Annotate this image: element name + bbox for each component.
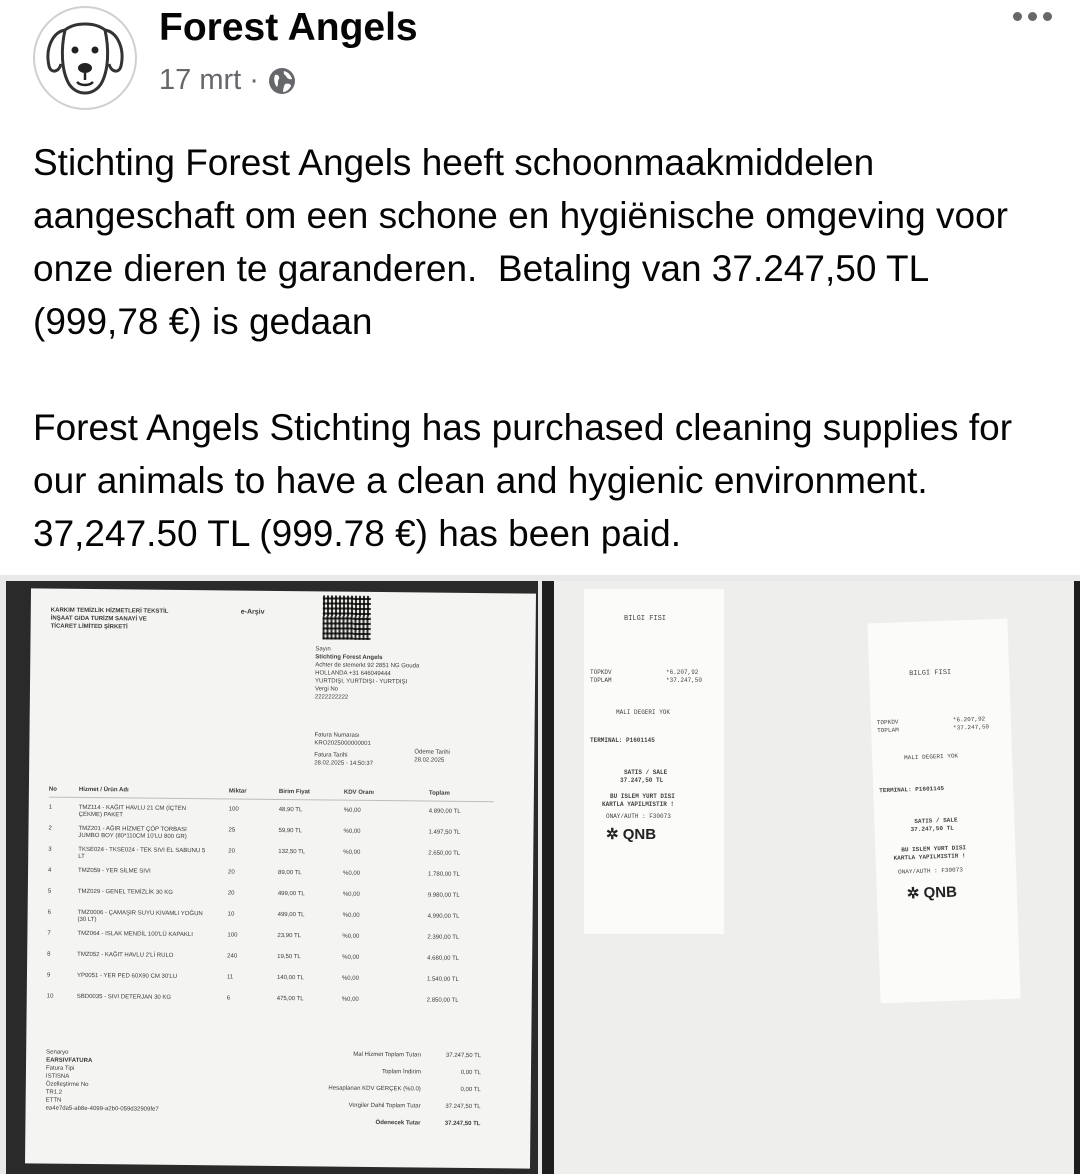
table-cell-vat: %0,00 xyxy=(342,912,360,919)
receipt-title: BILGI FISI xyxy=(909,668,952,679)
receipt-abroad-2: KARTLA YAPILMISTIR ! xyxy=(893,852,966,862)
invoice-due-block: Ödeme Tarihi 28.02.2025 xyxy=(414,749,450,764)
table-column-header: Birim Fiyat xyxy=(278,788,310,796)
table-cell-no: 9 xyxy=(46,972,51,979)
receipt-toplam-value: *37.247,50 xyxy=(666,677,703,684)
total-value: 0,00 TL xyxy=(460,1086,481,1094)
post-date[interactable]: 17 mrt xyxy=(159,64,242,96)
table-cell-no: 6 xyxy=(47,909,52,916)
table-cell-total: 2.850,00 TL xyxy=(426,997,459,1004)
table-cell-qty: 20 xyxy=(228,848,235,855)
invoice-buyer: Sayın Stichting Forest Angels Achter de stemerkt 92 2851 NG Gouda HOLLANDA +31 646049444 YURTDIŞI, YURTDIŞI - YURTDIŞI Vergi No 2222222222 xyxy=(314,646,420,701)
total-value: 37.247,50 TL xyxy=(444,1120,481,1128)
table-cell-name: TMZ029 - GENEL TEMİZLİK 30 KG xyxy=(77,888,173,896)
table-column-header: KDV Oranı xyxy=(343,789,374,796)
invoice-seller: KARKIM TEMİZLİK HİZMETLERİ TEKSTİL İNŞAAT GIDA TURİZM SANAYİ VE TİCARET LİMİTED ŞİRKETİ xyxy=(50,607,169,631)
photo-grid xyxy=(0,575,1080,1174)
dog-avatar-icon xyxy=(35,8,135,108)
total-label: Hesaplanan KDV GERÇEK (%0.0) xyxy=(328,1085,421,1093)
table-cell-name: TMZ114 - KAĞIT HAVLU 21 CM (İÇTEN ÇEKME) PAKET xyxy=(78,804,187,819)
receipt-topkdv-value: *6.207,92 xyxy=(666,669,699,676)
table-cell-qty: 100 xyxy=(227,932,238,939)
table-cell-vat: %0,00 xyxy=(342,933,360,940)
total-value: 0,00 TL xyxy=(460,1069,482,1077)
table-column-header: Miktar xyxy=(228,788,247,795)
receipt-amount: 37.247,50 TL xyxy=(620,777,664,784)
table-cell-qty: 20 xyxy=(228,869,235,876)
table-cell-name: TMZ059 - YER SİLME SIVI xyxy=(78,867,151,875)
meta-separator: · xyxy=(249,64,259,96)
table-cell-name: TMZ064 - ISLAK MENDİL 100'LÜ KAPAKLI xyxy=(77,930,193,939)
table-cell-qty: 11 xyxy=(226,974,234,981)
qnb-logo: ✲ QNB xyxy=(906,883,958,903)
table-cell-vat: %0,00 xyxy=(342,954,360,961)
receipt-title: BILGI FISI xyxy=(624,615,667,623)
invoice-number-block: Fatura Numarası KRO2025000000001 Fatura Tarihi 28.02.2025 - 14:50:37 xyxy=(314,732,373,767)
table-cell-total: 9.980,00 TL xyxy=(427,892,460,899)
post-text xyxy=(33,136,1063,560)
table-cell-total: 1.780,00 TL xyxy=(428,871,461,878)
table-cell-price: 19,50 TL xyxy=(277,953,301,961)
receipt-terminal: TERMINAL: P1601145 xyxy=(879,784,945,795)
total-label: Mal Hizmet Toplam Tutarı xyxy=(353,1051,422,1059)
receipt-terminal: TERMINAL: P1601145 xyxy=(590,737,655,744)
table-cell-name: SBD0035 - SIVI DETERJAN 30 KG xyxy=(76,993,172,1001)
pos-receipt-left xyxy=(584,589,724,934)
table-cell-name: YP0051 - YER PED 60X90 CM 30'LU xyxy=(76,972,178,980)
table-cell-no: 4 xyxy=(48,867,52,874)
receipt-topkdv-label: TOPKDV xyxy=(590,669,612,676)
receipt-toplam-label: TOPLAM xyxy=(590,677,612,684)
table-cell-name: TKSE024 - TKSE024 - TEK SIVI EL SABUNU 5 LT xyxy=(78,846,206,860)
receipt-amount: 37.247,50 TL xyxy=(910,824,954,834)
table-cell-no: 2 xyxy=(48,825,52,832)
more-options-icon[interactable] xyxy=(1013,12,1052,21)
table-cell-name: TMZ201 - AĞIR HİZMET ÇÖP TORBASI JUMBO BOY (80*110CM 10'LU 800 GR) xyxy=(78,825,187,841)
table-cell-no: 7 xyxy=(47,930,51,937)
receipt-topkdv-label: TOPKDV xyxy=(876,718,899,727)
table-cell-vat: %0,00 xyxy=(343,870,361,877)
total-label: Ödenecek Tutar xyxy=(375,1120,421,1127)
table-cell-qty: 240 xyxy=(227,953,238,960)
table-cell-vat: %0,00 xyxy=(343,807,361,814)
invoice-doc-type: e-Arşiv xyxy=(240,608,265,616)
post-header xyxy=(0,0,1080,115)
table-cell-name: TMZ0006 - ÇAMAŞIR SUYU KIVAMLI YOĞUN (30 LT) xyxy=(77,909,203,924)
total-label: Toplam İndirim xyxy=(381,1069,422,1076)
receipt-toplam-label: TOPLAM xyxy=(877,726,899,735)
invoice-footer-info: Senaryo EARSIVFATURA Fatura Tipi ISTISNA Özelleştirme No TR1.2 ETTN ea4e7da5-ab8e-4099-a2b0-059d32909fe7 xyxy=(45,1049,159,1113)
receipt-abroad-2: KARTLA YAPILMISTIR ! xyxy=(602,801,675,808)
post-text-dutch: Stichting Forest Angels heeft schoonmaakmiddelen aangeschaft om een schone en hygiënische omgeving voor onze dieren te garanderen. Betaling van 37.247,50 TL (999,78 €) is gedaan xyxy=(33,142,1019,342)
table-cell-price: 499,00 TL xyxy=(277,911,305,919)
table-cell-vat: %0,00 xyxy=(341,996,359,1003)
receipt-topkdv-value: *6.207,92 xyxy=(952,715,986,724)
total-value: 37.247,50 TL xyxy=(445,1052,482,1060)
table-cell-price: 23,90 TL xyxy=(277,932,302,940)
receipt-background xyxy=(554,581,1074,1174)
receipt-abroad-1: BU ISLEM YURT DISI xyxy=(901,844,967,854)
invoice-document xyxy=(25,588,536,1168)
receipt-auth: ONAY/AUTH : F30073 xyxy=(897,866,964,876)
receipt-auth: ONAY/AUTH : F30073 xyxy=(606,813,671,820)
table-cell-price: 132,50 TL xyxy=(278,848,306,856)
table-column-header: Toplam xyxy=(428,790,450,797)
post-meta xyxy=(159,64,297,97)
receipt-sale: SATIS / SALE xyxy=(914,816,958,826)
table-cell-total: 4.890,00 TL xyxy=(428,808,461,815)
globe-icon xyxy=(267,66,297,96)
receipt-toplam-value: *37.247,50 xyxy=(952,723,990,732)
table-cell-price: 140,00 TL xyxy=(276,974,304,982)
table-cell-price: 475,00 TL xyxy=(276,995,304,1003)
table-column-header: Hizmet / Ürün Adı xyxy=(78,786,129,794)
table-cell-no: 8 xyxy=(47,951,51,958)
table-cell-vat: %0,00 xyxy=(341,975,360,982)
table-cell-total: 4.990,00 TL xyxy=(427,913,460,920)
invoice-photo[interactable] xyxy=(6,581,538,1174)
table-cell-total: 4.680,00 TL xyxy=(427,955,460,962)
table-cell-price: 48,90 TL xyxy=(278,806,303,814)
table-cell-price: 59,90 TL xyxy=(278,827,303,835)
table-cell-no: 5 xyxy=(47,888,52,895)
pos-receipt-right xyxy=(867,619,1020,1004)
qnb-logo: ✲ QNB xyxy=(606,826,657,843)
table-cell-qty: 100 xyxy=(228,806,239,813)
receipt-no-value: MALI DEGERI YOK xyxy=(616,709,671,716)
table-cell-no: 10 xyxy=(46,993,54,1000)
page-name[interactable]: Forest Angels xyxy=(159,6,418,49)
table-cell-qty: 20 xyxy=(227,890,235,897)
table-cell-price: 499,00 TL xyxy=(277,890,305,898)
receipt-sale: SATIS / SALE xyxy=(624,769,668,776)
table-cell-total: 1.540,00 TL xyxy=(426,976,459,983)
total-label: Vergiler Dahil Toplam Tutar xyxy=(348,1102,421,1110)
table-cell-name: TMZ052 - KAĞIT HAVLU 2'Lİ RULO xyxy=(77,951,174,959)
table-cell-qty: 25 xyxy=(228,827,236,834)
table-divider xyxy=(49,797,494,803)
page-avatar[interactable] xyxy=(33,6,137,110)
total-value: 37.247,50 TL xyxy=(445,1103,481,1111)
table-cell-vat: %0,00 xyxy=(342,891,360,898)
table-column-header: No xyxy=(48,786,57,793)
receipt-photo[interactable] xyxy=(542,581,1080,1174)
table-cell-qty: 6 xyxy=(226,995,231,1002)
table-cell-no: 3 xyxy=(48,846,52,853)
table-cell-total: 1.497,50 TL xyxy=(428,829,461,836)
table-cell-total: 2.390,00 TL xyxy=(427,934,460,941)
table-cell-vat: %0,00 xyxy=(343,849,361,856)
post-text-english: Forest Angels Stichting has purchased cleaning supplies for our animals to have a clean and hygienic environment. 37,247.50 TL (999.78 €) has been paid. xyxy=(33,407,1023,554)
table-cell-price: 89,00 TL xyxy=(278,869,302,877)
table-cell-no: 1 xyxy=(48,804,53,811)
receipt-no-value: MALI DEGERI YOK xyxy=(903,752,959,762)
qr-code xyxy=(323,595,371,640)
table-cell-total: 2.650,00 TL xyxy=(428,850,461,857)
table-cell-vat: %0,00 xyxy=(343,828,361,835)
receipt-abroad-1: BU ISLEM YURT DISI xyxy=(610,793,675,800)
table-cell-qty: 10 xyxy=(227,911,235,918)
